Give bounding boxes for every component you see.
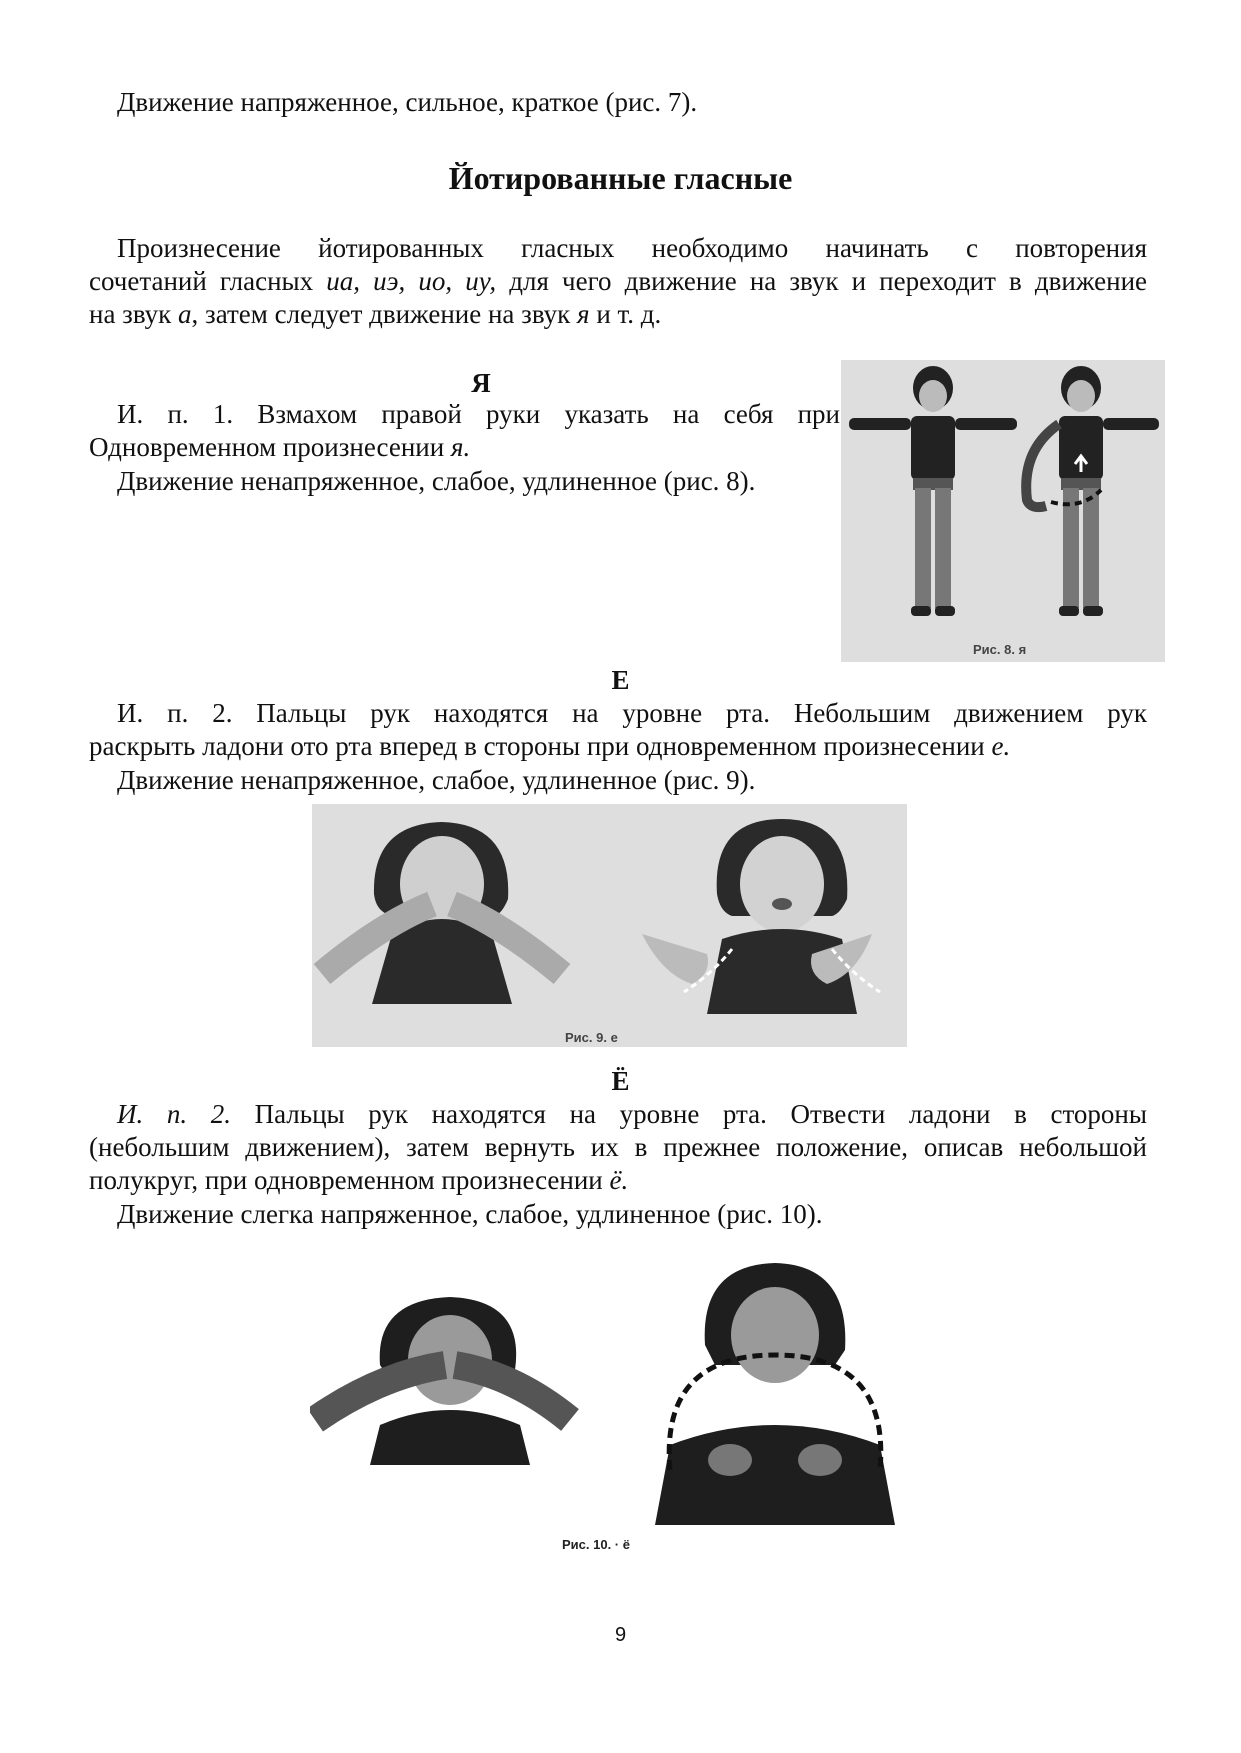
top-line: Движение напряженное, сильное, краткое (рис. 7).: [117, 87, 698, 117]
figure-8-caption: Рис. 8. я: [973, 642, 1027, 657]
yo-line-4: Движение слегка напряженное, слабое, удлиненное (рис. 10).: [117, 1199, 823, 1229]
ye-line-2: раскрыть ладони ото рта вперед в стороны при одновременном произнесении е.: [89, 731, 1011, 761]
intro-line-1: Произнесение йотированных гласных необходимо начинать с повторения: [117, 233, 1147, 263]
ya-line-2: Одновременном произнесении я.: [89, 432, 471, 462]
intro-line-2: сочетаний гласных иа, иэ, ио, иу, для чего движение на звук и переходит в движение: [89, 266, 1148, 296]
figure-10: [310, 1255, 900, 1555]
page-number: 9: [614, 1624, 627, 1646]
ye-line-1: И. п. 2. Пальцы рук находятся на уровне рта. Небольшим движением рук: [117, 698, 1147, 728]
yo-line-3: полукруг, при одновременном произнесении ё.: [89, 1165, 629, 1195]
intro-line-3: на звук а, затем следует движение на звук я и т. д.: [89, 299, 662, 329]
ye-line-3: Движение ненапряженное, слабое, удлиненное (рис. 9).: [117, 765, 756, 795]
heading-yo: Ё: [611, 1066, 630, 1096]
section-title: Йотированные гласные: [448, 160, 793, 196]
yo-line-1: И. п. 2. Пальцы рук находятся на уровне рта. Отвести ладони в стороны: [117, 1099, 1147, 1129]
figure-8: [841, 360, 1165, 662]
figure-10-caption: Рис. 10. · ё: [562, 1537, 630, 1552]
figure-8-illustration: [841, 360, 1165, 662]
figure-9-caption: Рис. 9. е: [565, 1030, 618, 1045]
heading-ye: Е: [611, 665, 630, 695]
yo-line-2: (небольшим движением), затем вернуть их в прежнее положение, описав небольшой: [89, 1132, 1147, 1162]
ya-line-3: Движение ненапряженное, слабое, удлиненное (рис. 8).: [117, 466, 756, 496]
ya-line-1: И. п. 1. Взмахом правой руки указать на себя при: [117, 399, 840, 429]
figure-9: [312, 804, 907, 1047]
heading-ya: Я: [471, 368, 491, 398]
figure-10-illustration: [310, 1255, 900, 1555]
figure-9-illustration: [312, 804, 907, 1047]
